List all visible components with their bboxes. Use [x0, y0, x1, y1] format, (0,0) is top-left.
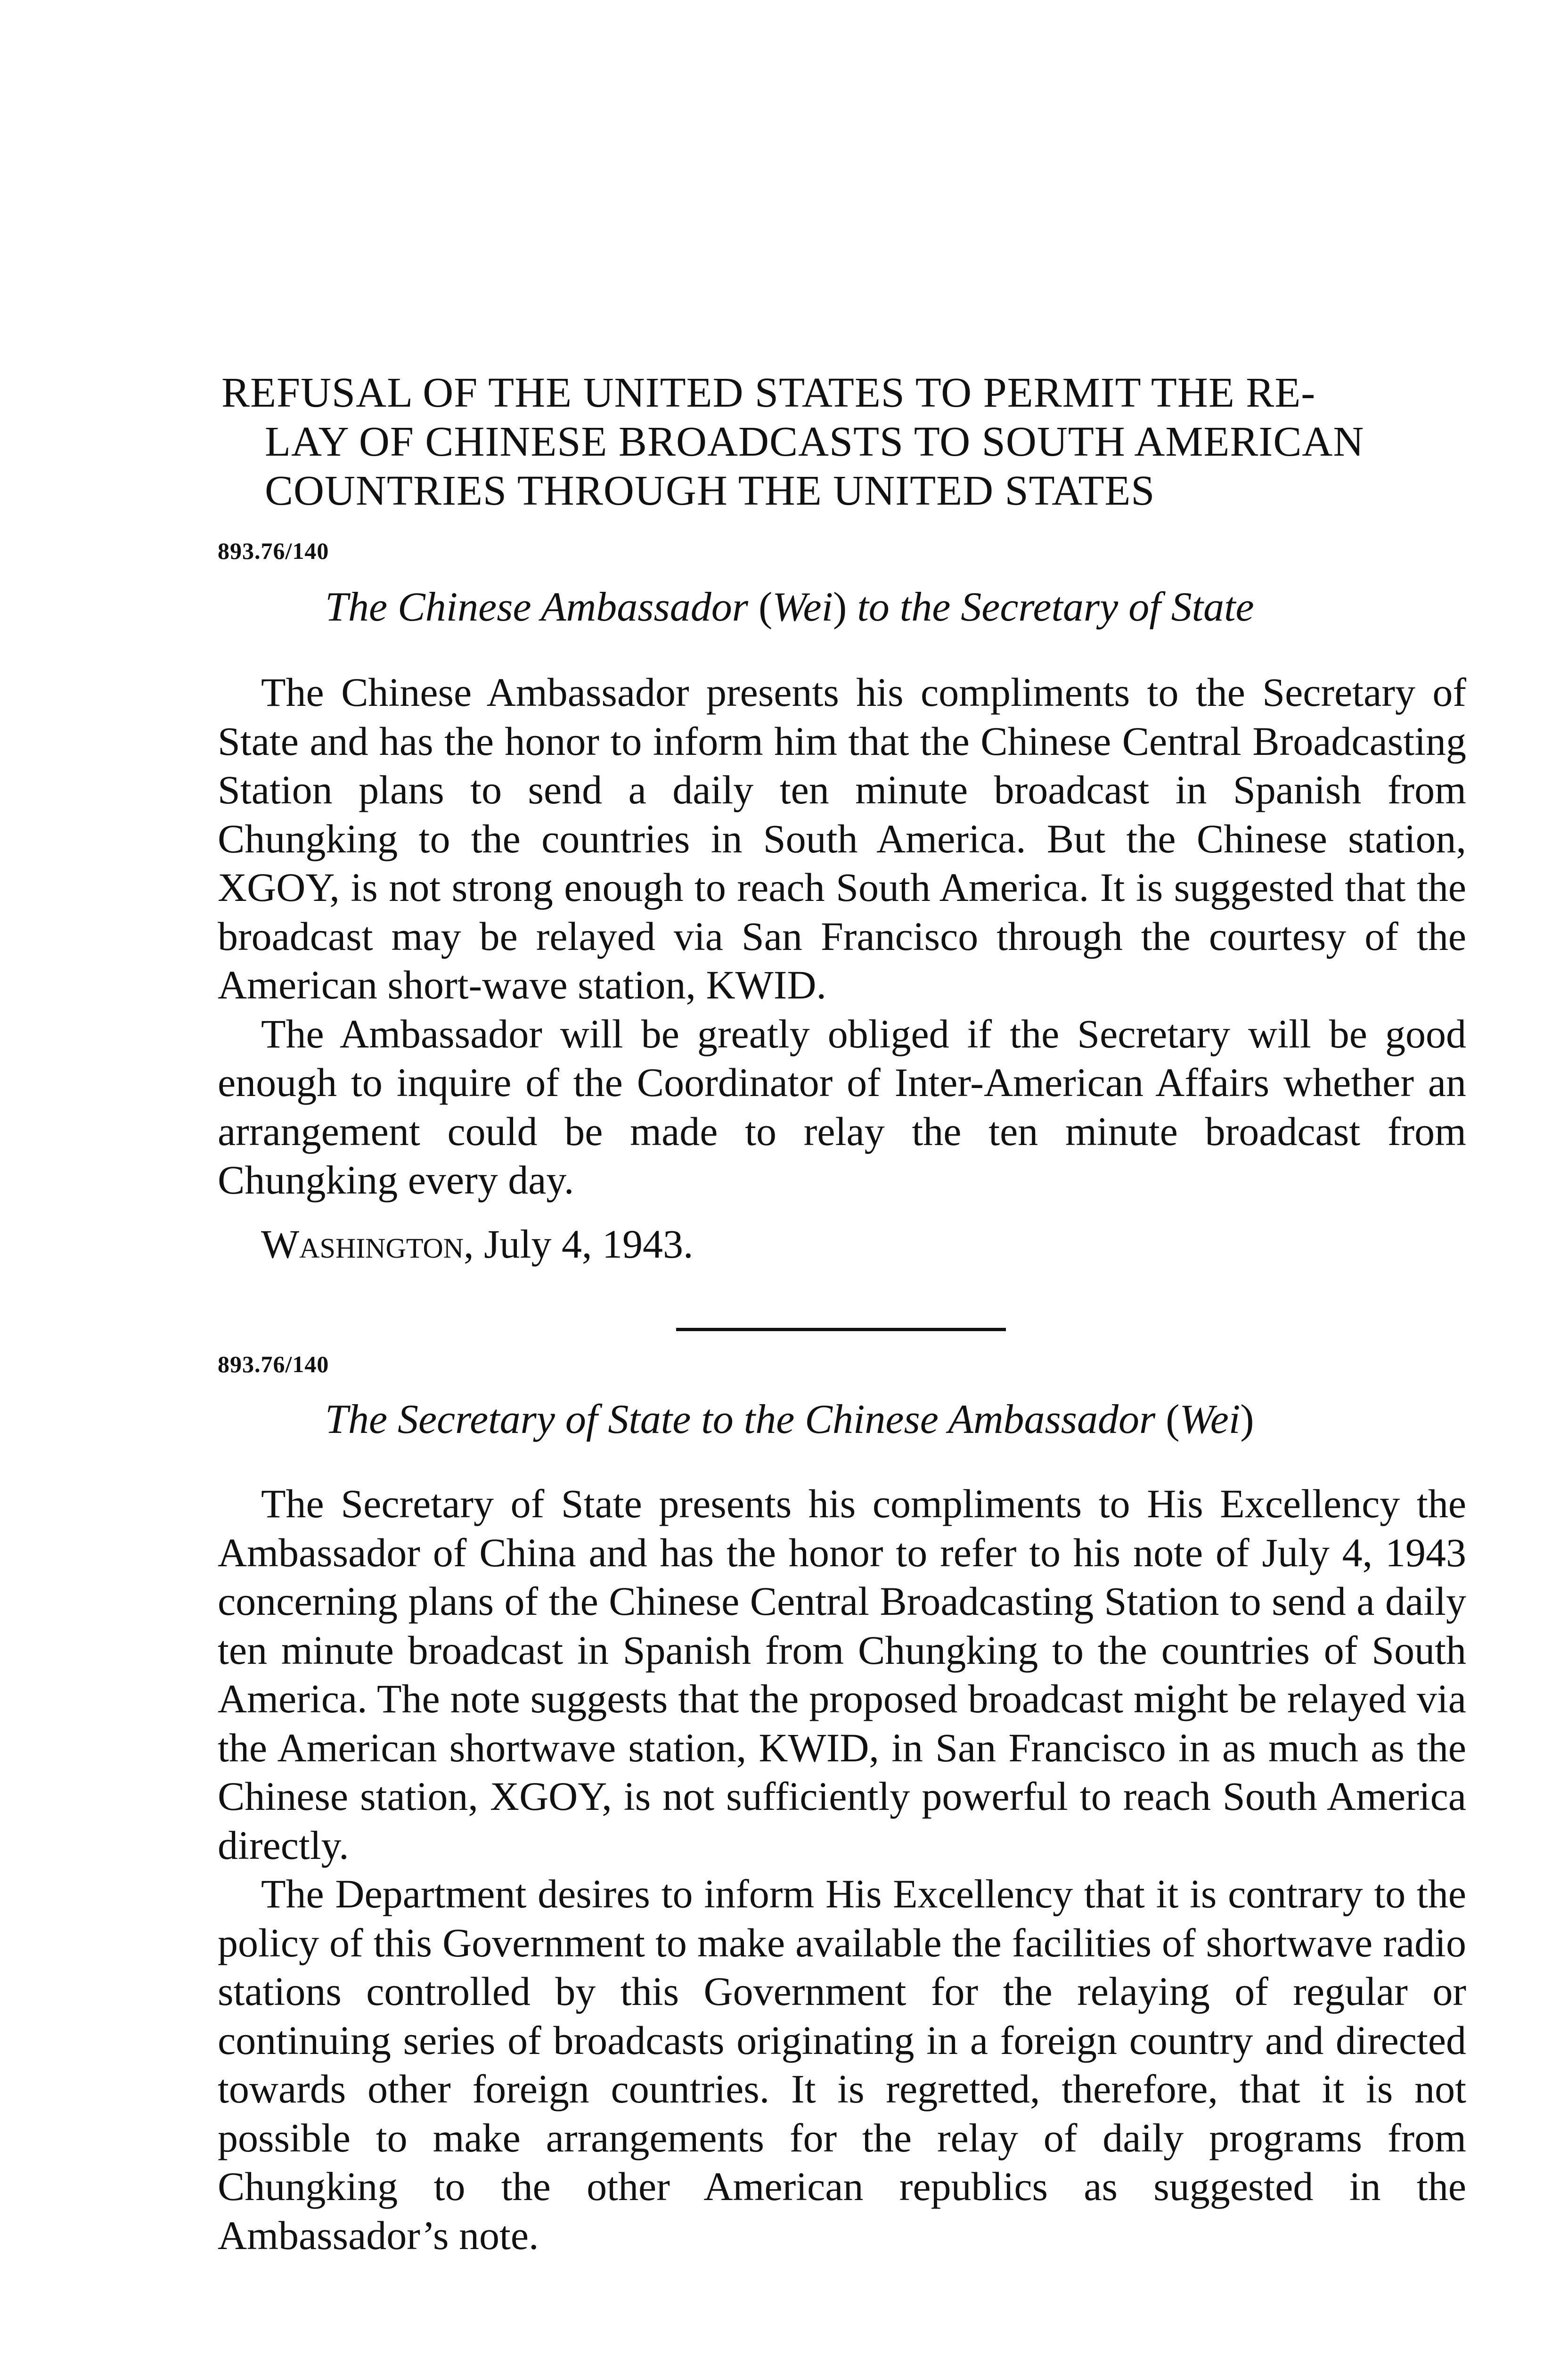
dateline-1-place: Washington, — [261, 1221, 474, 1267]
document-1-paragraph-2: The Ambassador will be greatly obliged if the Secretary will be good enough to inquire of the Coordinator of Inter-American Affairs whether an arrangement could be made to relay the ten minute broadcast from Chungking every day. — [218, 1011, 1466, 1203]
title-line-2: LAY OF CHINESE BROADCASTS TO SOUTH AMERICAN — [265, 418, 1364, 465]
page-title — [221, 368, 1470, 515]
heading-1-sender: The Chinese Ambassador — [325, 584, 748, 630]
file-number-2: 893.76/140 — [218, 1351, 329, 1377]
title-line-3: COUNTRIES THROUGH THE UNITED STATES — [265, 467, 1155, 514]
document-heading-2 — [325, 1396, 1254, 1443]
document-1-paragraph-1: The Chinese Ambassador presents his compliments to the Secretary of State and has the honor to inform him that the Chinese Central Broadcasting Station plans to send a daily ten minute broadcast in Spanish from Chungking to the countries in South America. But the Chinese station, XGOY, is not strong enough to reach South America. It is suggested that the broadcast may be relayed via San Francisco through the courtesy of the American short-wave station, KWID. — [218, 670, 1466, 1007]
heading-1-open-paren: ( — [758, 584, 773, 630]
document-heading-1 — [325, 583, 1254, 631]
document-2-paragraph-1: The Secretary of State presents his compliments to His Excellency the Ambassador of China and has the honor to refer to his note of July 4, 1943 concerning plans of the Chinese Central Broadcasting Station to send a daily ten minute broadcast in Spanish from Chungking to the countries of South America. The note suggests that the proposed broadcast might be relayed via the American shortwave station, KWID, in San Francisco in as much as the Chinese station, XGOY, is not sufficiently powerful to reach South America directly. — [218, 1481, 1466, 1868]
heading-1-name: Wei — [772, 584, 833, 630]
document-1-body — [218, 668, 1466, 1205]
heading-2-open-paren: ( — [1166, 1397, 1180, 1442]
file-number-1: 893.76/140 — [218, 538, 329, 564]
section-divider — [676, 1328, 1006, 1331]
title-line-1: REFUSAL OF THE UNITED STATES TO PERMIT THE RE- — [221, 369, 1316, 416]
heading-2-text: The Secretary of State to the Chinese Ambassador — [325, 1397, 1156, 1442]
document-2-paragraph-2: The Department desires to inform His Excellency that it is contrary to the policy of this Government to make available the facilities of shortwave radio stations controlled by this Government for the relaying of regular or continuing series of broadcasts originating in a foreign country and directed towards other foreign countries. It is regretted, therefore, that it is not possible to make arrangements for the relay of daily programs from Chungking to the other American republics as suggested in the Ambassador’s note. — [218, 1871, 1466, 2258]
heading-1-close-paren: ) — [833, 584, 847, 630]
dateline-1 — [261, 1220, 693, 1268]
document-2-body — [218, 1480, 1466, 2260]
heading-2-name: Wei — [1179, 1397, 1241, 1442]
heading-1-recipient: to the Secretary of State — [857, 584, 1254, 630]
dateline-1-date: July 4, 1943. — [484, 1221, 694, 1267]
heading-2-close-paren: ) — [1240, 1397, 1254, 1442]
